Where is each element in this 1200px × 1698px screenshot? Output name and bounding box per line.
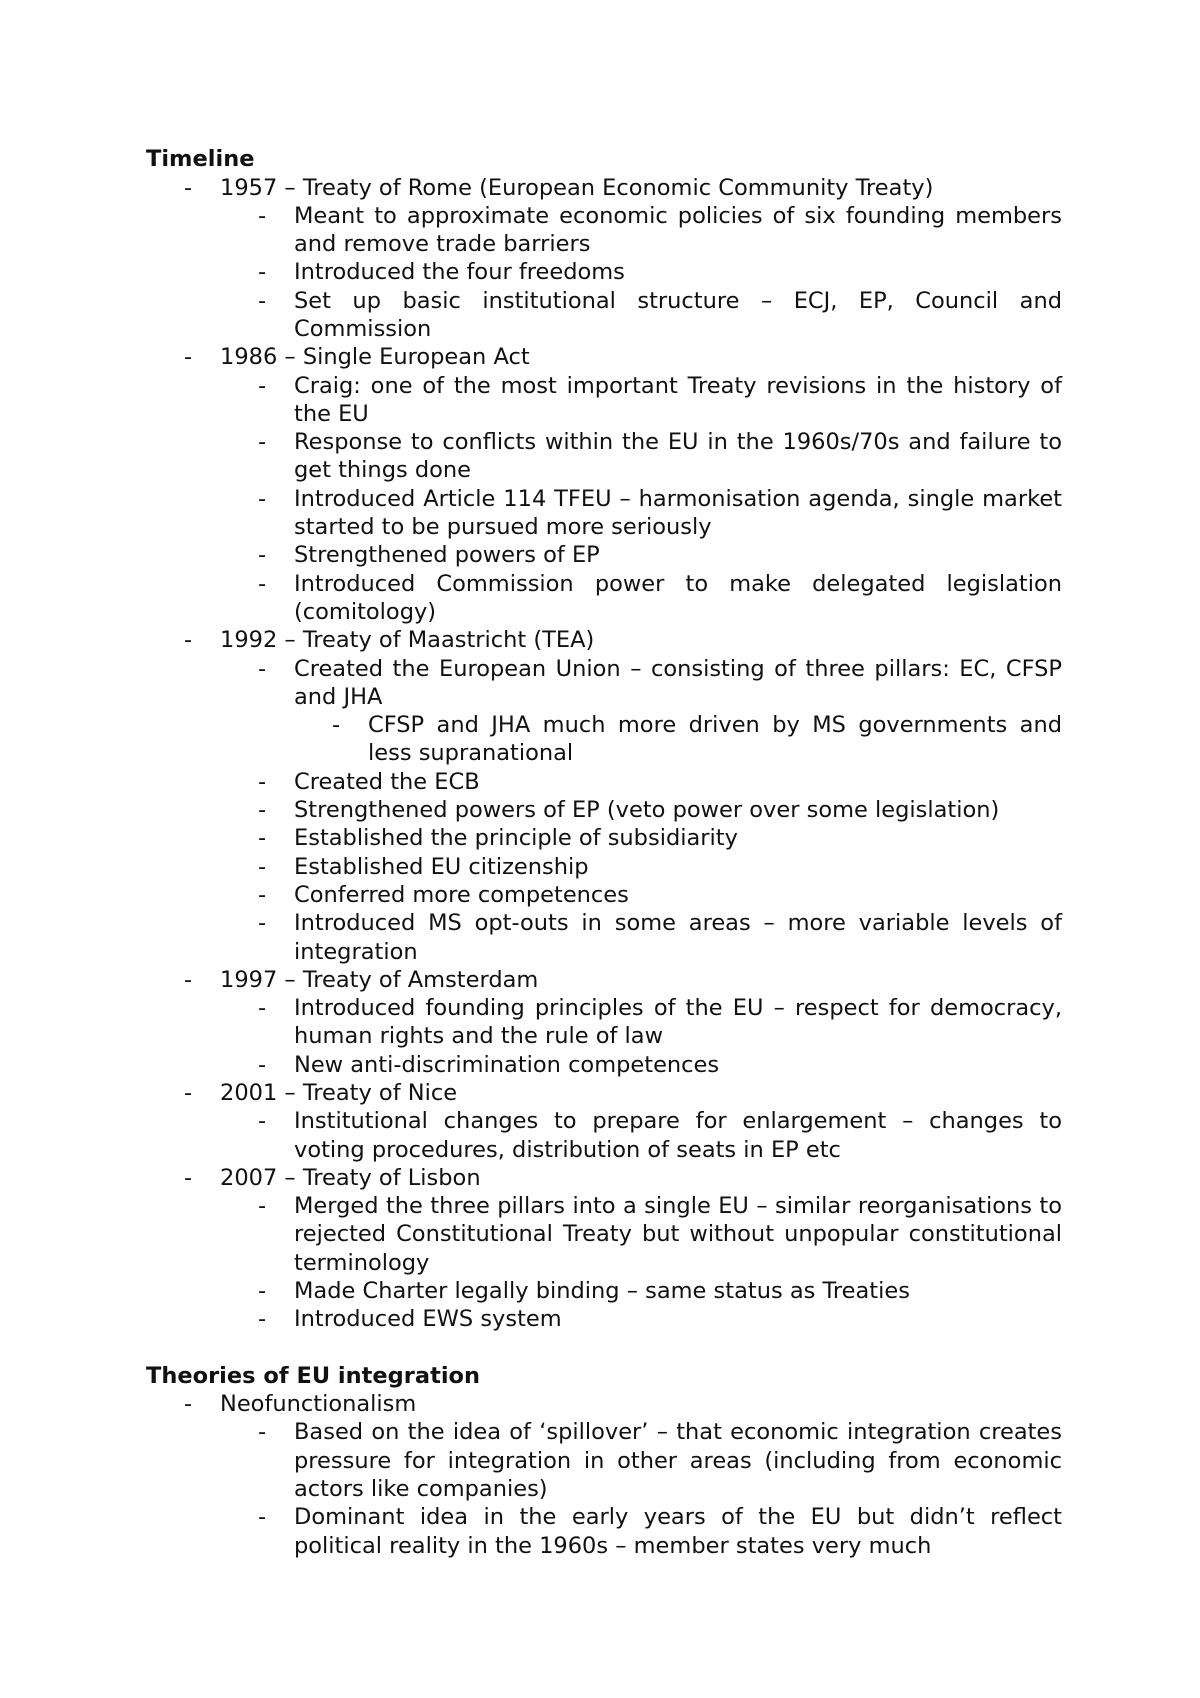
list-item-text: Merged the three pillars into a single EU – similar reorganisations to rejected Constitutional Treaty but without unpopular constitutional terminology xyxy=(294,1193,1062,1276)
dash-bullet-icon: - xyxy=(184,174,193,201)
dash-bullet-icon: - xyxy=(184,627,193,654)
dash-bullet-icon: - xyxy=(258,825,267,852)
section-heading: Theories of EU integration xyxy=(146,1362,481,1389)
dash-bullet-icon: - xyxy=(184,1080,193,1106)
list-item-text: Strengthened powers of EP (veto power over some legislation) xyxy=(294,797,1000,824)
list-item xyxy=(146,655,1062,712)
dash-bullet-icon: - xyxy=(332,712,341,739)
list-item xyxy=(146,1192,1062,1277)
list-item xyxy=(146,626,1062,654)
list-item-text: 2007 – Treaty of Lisbon xyxy=(220,1164,481,1191)
section-heading: Timeline xyxy=(146,146,255,172)
list-item xyxy=(146,796,1062,824)
list-item-text: 1992 – Treaty of Maastricht (TEA) xyxy=(220,627,595,654)
dash-bullet-icon: - xyxy=(258,542,267,569)
list-item-text: 1957 – Treaty of Rome (European Economic Community Treaty) xyxy=(220,174,934,201)
list-item-text: Established EU citizenship xyxy=(294,853,589,880)
list-item-text: Response to conflicts within the EU in the 1960s/70s and failure to get things done xyxy=(294,429,1062,484)
list-item xyxy=(146,258,1062,286)
list-item-text: 2001 – Treaty of Nice xyxy=(220,1080,458,1106)
list-item xyxy=(146,1164,1062,1192)
dash-bullet-icon: - xyxy=(184,1391,193,1418)
list-item xyxy=(146,541,1062,569)
list-item xyxy=(146,485,1062,542)
list-item xyxy=(146,994,1062,1051)
dash-bullet-icon: - xyxy=(258,1193,267,1220)
list-item xyxy=(146,287,1062,344)
dash-bullet-icon: - xyxy=(258,1306,267,1333)
list-item-text: Introduced Commission power to make delegated legislation (comitology) xyxy=(294,570,1062,625)
list-item-text: 1986 – Single European Act xyxy=(220,344,530,371)
list-item xyxy=(146,174,1062,202)
dash-bullet-icon: - xyxy=(258,372,267,399)
list-item xyxy=(146,343,1062,371)
dash-bullet-icon: - xyxy=(258,1278,267,1305)
dash-bullet-icon: - xyxy=(258,995,267,1022)
list-item-text: Strengthened powers of EP xyxy=(294,542,600,569)
dash-bullet-icon: - xyxy=(184,344,193,371)
dash-bullet-icon: - xyxy=(258,853,267,880)
dash-bullet-icon: - xyxy=(258,1108,267,1135)
list-item-text: Introduced EWS system xyxy=(294,1306,562,1333)
list-item xyxy=(146,1079,1062,1107)
dash-bullet-icon: - xyxy=(258,259,267,286)
list-item xyxy=(146,1051,1062,1079)
list-item xyxy=(146,1277,1062,1305)
list-item-text: New anti-discrimination competences xyxy=(294,1051,720,1078)
list-item-text: 1997 – Treaty of Amsterdam xyxy=(220,966,539,993)
list-item xyxy=(146,1418,1062,1503)
list-item-text: Neofunctionalism xyxy=(220,1391,417,1418)
list-item xyxy=(146,768,1062,796)
dash-bullet-icon: - xyxy=(258,881,267,908)
list-item-text: CFSP and JHA much more driven by MS governments and less supranational xyxy=(368,712,1062,767)
dash-bullet-icon: - xyxy=(184,1164,193,1191)
dash-bullet-icon: - xyxy=(258,768,267,795)
dash-bullet-icon: - xyxy=(258,570,267,597)
dash-bullet-icon: - xyxy=(258,910,267,937)
dash-bullet-icon: - xyxy=(258,1504,267,1531)
list-item xyxy=(146,909,1062,966)
dash-bullet-icon: - xyxy=(258,429,267,456)
dash-bullet-icon: - xyxy=(258,485,267,512)
list-item-text: Craig: one of the most important Treaty revisions in the history of the EU xyxy=(294,372,1062,427)
document-body xyxy=(146,145,1062,1560)
bullet-list xyxy=(146,174,1062,1334)
list-item-text: Made Charter legally binding – same status as Treaties xyxy=(294,1278,910,1305)
dash-bullet-icon: - xyxy=(258,202,267,229)
list-item-text: Introduced MS opt-outs in some areas – more variable levels of integration xyxy=(294,910,1062,965)
list-item-text: Created the ECB xyxy=(294,768,480,795)
dash-bullet-icon: - xyxy=(258,797,267,824)
dash-bullet-icon: - xyxy=(184,966,193,993)
list-item-text: Based on the idea of ‘spillover’ – that economic integration creates pressure for integration in other areas (including from economic actors like companies) xyxy=(294,1419,1062,1503)
list-item xyxy=(146,372,1062,429)
list-item xyxy=(146,428,1062,485)
list-item xyxy=(146,824,1062,852)
list-item xyxy=(146,1503,1062,1560)
list-item xyxy=(146,966,1062,994)
list-item-text: Created the European Union – consisting of three pillars: EC, CFSP and JHA xyxy=(294,655,1062,710)
list-item xyxy=(146,1390,1062,1418)
list-item-text: Dominant idea in the early years of the EU but didn’t reflect political reality in the 1960s – member states very much xyxy=(294,1504,1062,1559)
dash-bullet-icon: - xyxy=(258,1051,267,1078)
list-item-text: Established the principle of subsidiarity xyxy=(294,825,738,852)
dash-bullet-icon: - xyxy=(258,655,267,682)
list-item xyxy=(146,881,1062,909)
list-item-text: Conferred more competences xyxy=(294,881,629,908)
list-item xyxy=(146,570,1062,627)
list-item xyxy=(146,711,1062,768)
list-item-text: Set up basic institutional structure – ECJ, EP, Council and Commission xyxy=(294,287,1062,342)
bullet-list xyxy=(146,1390,1062,1560)
dash-bullet-icon: - xyxy=(258,287,267,314)
dash-bullet-icon: - xyxy=(258,1419,267,1446)
list-item-text: Introduced the four freedoms xyxy=(294,259,625,286)
list-item-text: Introduced Article 114 TFEU – harmonisation agenda, single market started to be pursued more seriously xyxy=(294,485,1062,541)
list-item-text: Institutional changes to prepare for enlargement – changes to voting procedures, distribution of seats in EP etc xyxy=(294,1108,1062,1163)
list-item xyxy=(146,1305,1062,1333)
list-item xyxy=(146,853,1062,881)
list-item-text: Introduced founding principles of the EU – respect for democracy, human rights and the rule of law xyxy=(294,995,1062,1050)
list-item-text: Meant to approximate economic policies of six founding members and remove trade barriers xyxy=(294,202,1062,258)
list-item xyxy=(146,1107,1062,1164)
list-item xyxy=(146,202,1062,259)
